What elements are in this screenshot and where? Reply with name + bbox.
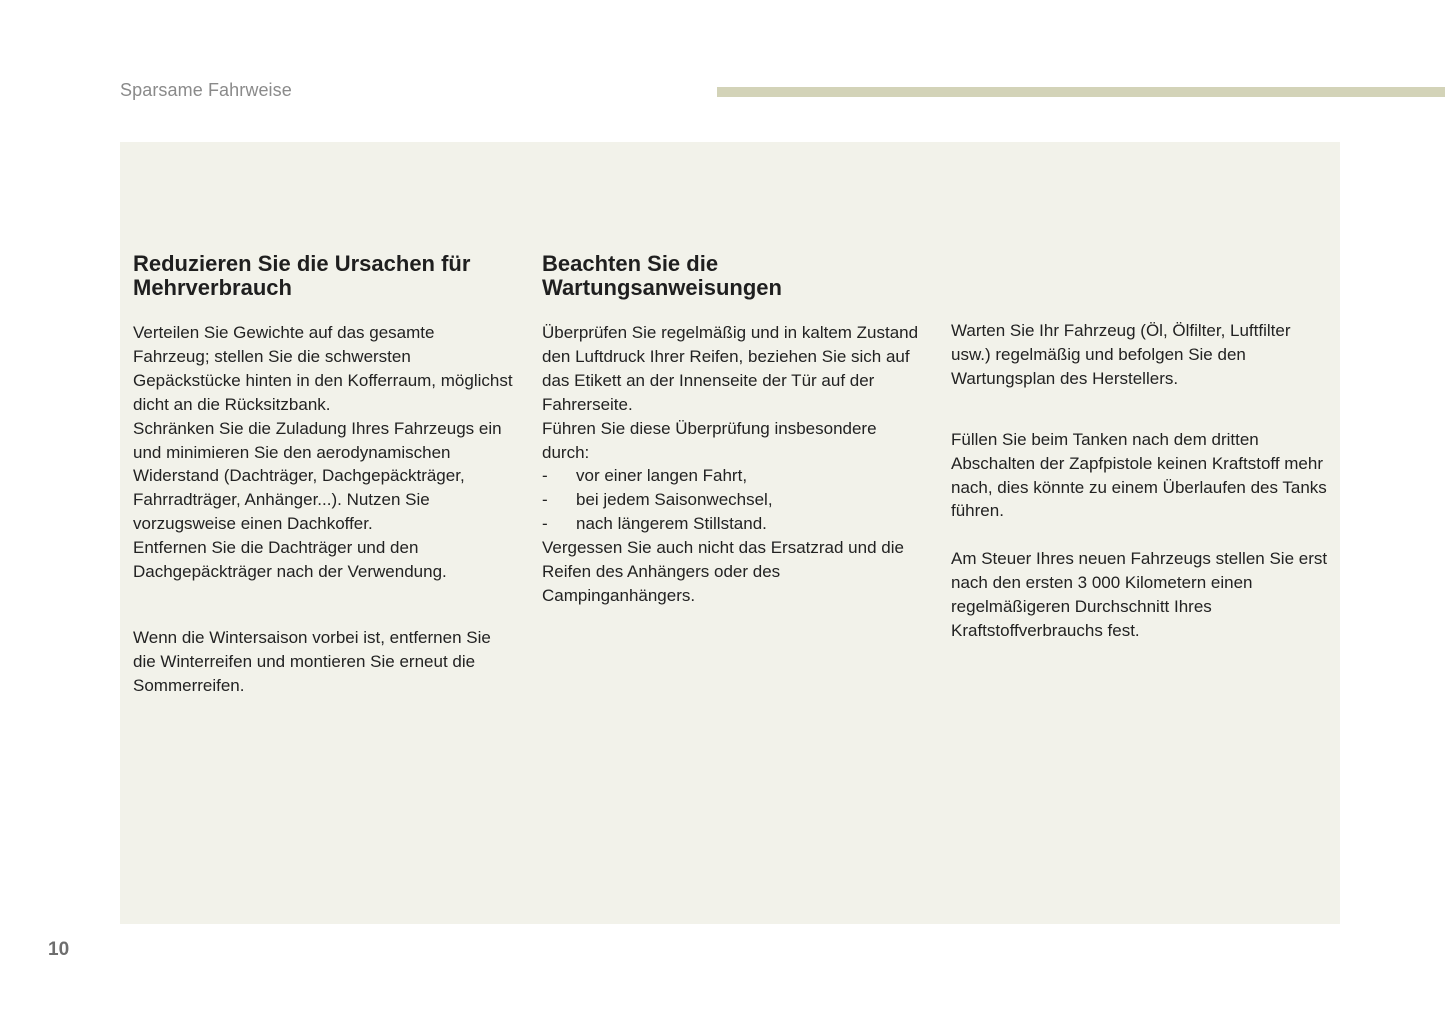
column-left bbox=[133, 252, 513, 698]
list-item-text: nach längerem Stillstand. bbox=[576, 514, 767, 534]
list-item-text: vor einer langen Fahrt, bbox=[576, 466, 748, 486]
column-right bbox=[951, 319, 1331, 643]
section-title: Sparsame Fahrweise bbox=[120, 80, 292, 100]
paragraph-spare-wheel: Vergessen Sie auch nicht das Ersatzrad und die Reifen des Anhängers oder des Campinganhängers. bbox=[542, 538, 904, 605]
content-panel bbox=[120, 142, 1340, 924]
paragraph-remove-roof-racks: Entfernen Sie die Dachträger und den Dachgepäckträger nach der Verwendung. bbox=[133, 538, 447, 582]
header-accent-bar bbox=[717, 87, 1445, 97]
paragraph-tyre-pressure: Überprüfen Sie regelmäßig und in kaltem Zustand den Luftdruck Ihrer Reifen, beziehen Sie sich auf das Etikett an der Innenseite der Tür auf der Fahrerseite. bbox=[542, 323, 919, 414]
list-dash: - bbox=[542, 490, 548, 510]
list-item bbox=[542, 488, 922, 512]
list-item bbox=[542, 512, 922, 536]
list-item-text: bei jedem Saisonwechsel, bbox=[576, 490, 773, 510]
column-middle bbox=[542, 252, 922, 608]
list-item bbox=[542, 464, 922, 488]
heading-maintenance: Beachten Sie die Wartungsanweisungen bbox=[542, 251, 782, 300]
paragraph-check-when: Führen Sie diese Überprüfung insbesondere durch: bbox=[542, 418, 877, 462]
paragraph-load-reduction: Schränken Sie die Zuladung Ihres Fahrzeugs ein und minimieren Sie den aerodynamischen Widerstand (Dachträger, Dachgepäckträger, Fahrradträger, Anhänger...). Nutzen Sie vorzugsweise einen Dachkoffer. bbox=[133, 418, 502, 534]
paragraph-new-vehicle: Am Steuer Ihres neuen Fahrzeugs stellen Sie erst nach den ersten 3 000 Kilometern einen regelmäßigeren Durchschnitt Ihres Kraftstoffverbrauchs fest. bbox=[951, 549, 1328, 641]
paragraph-service-vehicle: Warten Sie Ihr Fahrzeug (Öl, Ölfilter, Luftfilter usw.) regelmäßig und befolgen Sie den Wartungsplan des Herstellers. bbox=[951, 321, 1291, 388]
list-dash: - bbox=[542, 466, 548, 486]
page-number: 10 bbox=[48, 939, 70, 960]
check-occasions-list bbox=[542, 464, 922, 536]
paragraph-winter-tyres: Wenn die Wintersaison vorbei ist, entfernen Sie die Winterreifen und montieren Sie erneut die Sommerreifen. bbox=[133, 627, 491, 695]
paragraph-refuelling: Füllen Sie beim Tanken nach dem dritten Abschalten der Zapfpistole keinen Kraftstoff mehr nach, dies könnte zu einem Überlaufen des Tanks führen. bbox=[951, 429, 1327, 521]
list-dash: - bbox=[542, 514, 548, 534]
paragraph-weight-distribution: Verteilen Sie Gewichte auf das gesamte Fahrzeug; stellen Sie die schwersten Gepäckstücke hinten in den Kofferraum, möglichst dicht an die Rücksitzbank. bbox=[133, 323, 513, 414]
heading-reduce-consumption: Reduzieren Sie die Ursachen für Mehrverbrauch bbox=[133, 251, 471, 300]
